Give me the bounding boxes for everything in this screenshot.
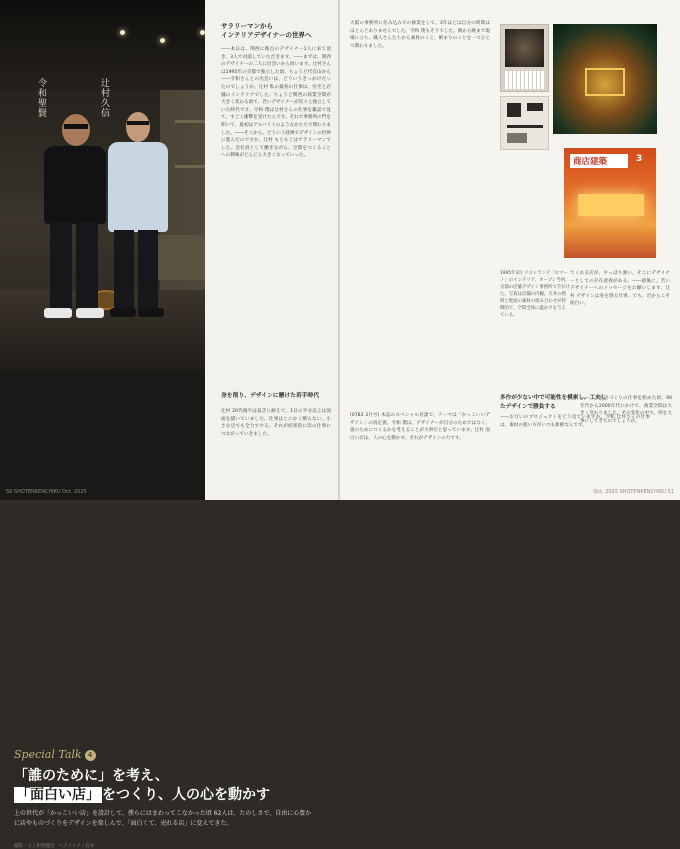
shoe: [138, 308, 164, 317]
figure-lit-interior: [553, 24, 657, 134]
plan-block: [507, 133, 527, 143]
series-label-text: Special Talk: [14, 748, 82, 761]
sunglasses-icon: [64, 124, 88, 129]
page-folio-right: Oct. 2025 SHOTENKENCHIKU 51: [593, 489, 674, 495]
person-left-name: 令和聖賢: [36, 78, 46, 118]
body-text: ――本日は、関西に拠点のデザイナー1人に来て頂き、3人で対談していただきます。――まずは、関西のデザイナーの二人に出会いから伺います。辻村さんは1995年の京都で独立した頃、ちょうど代官山から――令和さんとの出会いは、どういうきっかけだったのでしょうか。辻村 私の最初の仕事は、住宅と店舗のインテリアでした。ちょうど関西の商業空間が大きく変わる頃で、若いデザイナーが次々と独立していた時代です。令和 僕は辻村さんの仕事を雑誌で見て、すごく衝撃を受けたんです。それで事務所の門を叩いて、最初はアルバイトのようなかたちで関わりました。――そこから、どういう経緯でデザインの世界に進んだのですか。辻村 もともとはサラリーマンでした。会社員として働きながら、空間をつくることへの興味がどんどん大きくなっていった。: [221, 47, 331, 159]
person-left-leg: [50, 222, 72, 310]
photo-credit: 撮影・文 / 和賀健吾 ヘアメイク / 岩井: [14, 844, 95, 849]
glasses-icon: [127, 121, 149, 125]
person-right-leg: [114, 230, 134, 310]
figure-photo: [505, 29, 544, 67]
person-left-shirt: [44, 146, 106, 224]
body-text-col1: 大阪の事務所に住み込みでの修業をして、3年ほどは自分の時間はほとんどありませんでした。令和 僕もそうでした。朝から晩まで現場に立ち、職人さんたちから素材のこと、納まりのことを一つひとつ教わりました。: [350, 21, 490, 49]
section-subheading: 身を削り、デザインに懸けた若手時代: [221, 393, 320, 399]
figure-project-photo-1: [500, 24, 549, 92]
body-text-2: 辻村 20代後半は貧乏に耐えて、1日の半分以上は図面を描いていました。仕事はとにかく断らない。小さな店でも全力でやる。それが結果的に次の仕事につながっていきました。: [221, 409, 331, 437]
left-page-text-column: [205, 0, 340, 500]
body-text-col2-bottom: ――お互いのプロジェクトをどう見ていますか。令和 辻村さんの仕事は、素材の使い方がいつも新鮮なんです。: [500, 415, 650, 428]
magazine-number: 3: [636, 154, 643, 164]
plan-block: [527, 103, 543, 111]
plan-block: [507, 125, 543, 128]
section-subheading-2: 多作が少ない中で可能性を模索し、工夫したデザインで勝負する: [500, 395, 607, 410]
page-folio-left: 50 SHOTENKENCHIKU Oct. 2025: [6, 489, 87, 495]
magazine-cover-light: [578, 194, 644, 216]
article-headline: [14, 767, 314, 805]
article-lead: 上の世代が「かっこいい店」を設計して、僕らにはまわってこなかった頃 62人は、たのしさで、自由に心豊かに店やものづくりをデザインを楽しんで、「面白くて、売れる店」に変えてきた。: [14, 810, 312, 827]
body-text-col3: てくれる店が、やっぱり強い。そこにデザイナーとしての存在意義がある。――最後に、若いデザイナーへのメッセージをお願いします。辻村 デザインは身を削る仕事。でも、だからこそ面白い。: [570, 271, 670, 307]
figure-light-frame: [585, 68, 625, 96]
headline-line-2: をつくり、人の心を動かす: [102, 787, 270, 803]
body-text-col3-bottom: ――二人が店づくりの仕事を始めた頃、90年代から2000年代にかけて、商業空間は大きく変わりました。その変化の中で、何を大事にしてきたのでしょうか。: [580, 396, 672, 424]
headline-line-1: 「誰のために」を考え、: [14, 768, 169, 784]
plan-block: [507, 103, 521, 117]
shoe: [110, 308, 136, 317]
series-number: 4: [85, 750, 96, 761]
magazine-cover: [564, 148, 656, 258]
figure-floor-plans: [500, 96, 549, 150]
person-right-shirt: [108, 142, 168, 232]
figure-caption: 1995年3月 リストランテ「ロマーノ」のインテリア。オープン当初、京都の店舗デザイン事務所で手がけた。写真は店舗の内観。天井の照明と壁面の素材の組み合わせが特徴的で、空間全体に温かさを与えている。: [500, 271, 570, 318]
section-heading: サラリーマンから インテリアデザイナーの世界へ: [221, 22, 312, 39]
body-text-col2: (0783 3月号) 本誌のスペシャル対談で、テーマは「かっこいいデザイン」の再定義。令和 僕は、デザイナーが自分のためではなく、誰のためにつくるかを考えることが大事だと思っています。辻村 面白い店は、人の心を動かす。それがデザインの力です。: [350, 413, 490, 441]
sneaker: [44, 308, 72, 318]
ceiling-light: [160, 38, 165, 43]
ceiling-light: [120, 30, 125, 35]
person-left-head: [62, 114, 90, 146]
figure-floor-plan: [505, 71, 544, 89]
sneaker: [76, 308, 104, 318]
headline-highlight: 「面白い店」: [16, 787, 100, 803]
person-right-name: 辻村久信: [99, 78, 109, 118]
person-right-leg: [138, 230, 158, 310]
person-left-leg: [76, 222, 98, 310]
magazine-title: 商店建築: [570, 154, 628, 168]
series-label: [14, 748, 96, 761]
person-right-head: [126, 112, 150, 142]
